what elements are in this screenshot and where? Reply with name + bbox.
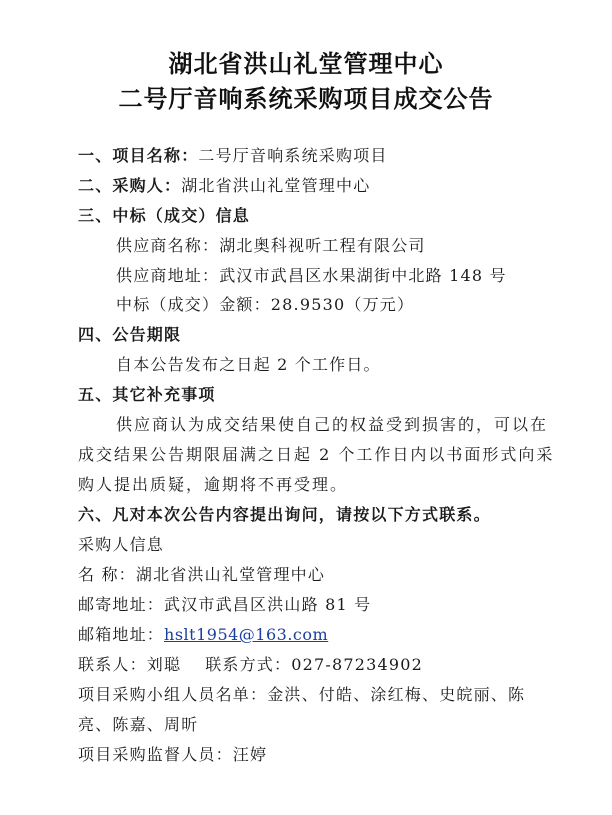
- contact-email-row: [78, 622, 328, 645]
- purchaser-value: 湖北省洪山礼堂管理中心: [181, 176, 371, 195]
- notice-period-text: 自本公告发布之日起 2 个工作日。: [116, 355, 381, 374]
- project-name-label: 一、项目名称：: [78, 146, 199, 165]
- contact-phone: 联系方式：027-87234902: [205, 655, 423, 674]
- supplier-name: 供应商名称：湖北奥科视听工程有限公司: [116, 236, 426, 255]
- award-amount: 中标（成交）金额：28.9530（万元）: [116, 295, 415, 314]
- inquiry-heading: 六、凡对本次公告内容提出询问，请按以下方式联系。: [78, 505, 491, 524]
- supplementary-line-1: 供应商认为成交结果使自己的权益受到损害的，可以在: [116, 415, 549, 434]
- supplementary-line-3: 购人提出质疑，逾期将不再受理。: [78, 475, 349, 494]
- title-line-1: 湖北省洪山礼堂管理中心: [168, 49, 444, 78]
- contact-name: 名 称：湖北省洪山礼堂管理中心: [78, 565, 326, 584]
- procurement-team-line-1: 项目采购小组人员名单：金洪、付皓、涂红梅、史皖丽、陈: [78, 685, 526, 704]
- award-info-heading: 三、中标（成交）信息: [78, 206, 251, 225]
- project-name-value: 二号厅音响系统采购项目: [198, 146, 388, 165]
- contact-person: 联系人：刘聪: [78, 655, 182, 674]
- purchaser-row: [78, 173, 370, 196]
- supplementary-heading: 五、其它补充事项: [78, 385, 216, 404]
- supplementary-line-2: 成交结果公告期限届满之日起 2 个工作日内以书面形式向采: [78, 445, 555, 464]
- supplier-address: 供应商地址：武汉市武昌区水果湖街中北路 148 号: [116, 266, 507, 285]
- purchaser-label: 二、采购人：: [78, 176, 182, 195]
- email-label: 邮箱地址：: [78, 625, 165, 644]
- contact-person-row: [78, 652, 423, 675]
- email-link[interactable]: hslt1954@163.com: [164, 625, 329, 644]
- title-line-2: 二号厅音响系统采购项目成交公告: [118, 84, 494, 113]
- contact-postal-address: 邮寄地址：武汉市武昌区洪山路 81 号: [78, 595, 372, 614]
- notice-period-heading: 四、公告期限: [78, 325, 182, 344]
- project-name-row: [78, 143, 388, 166]
- supervisor: 项目采购监督人员：汪婷: [78, 745, 268, 764]
- procurement-team-line-2: 亮、陈嘉、周昕: [78, 715, 199, 734]
- contact-header: 采购人信息: [78, 535, 165, 554]
